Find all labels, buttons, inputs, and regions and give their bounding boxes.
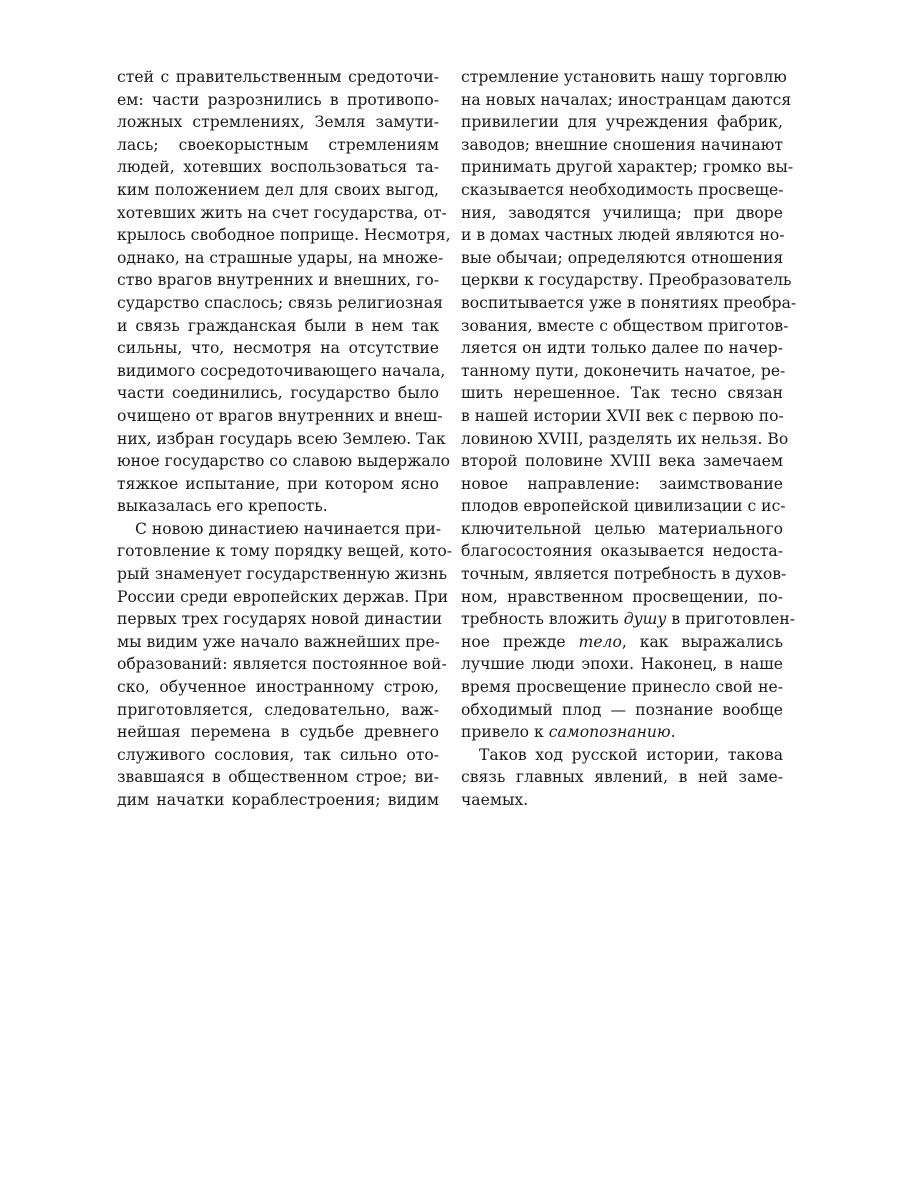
- text-segment: первых трех государях новой династии: [117, 610, 443, 629]
- text-line: [117, 450, 451, 473]
- emphasized-word: душу: [623, 610, 667, 629]
- text-line: [461, 586, 783, 609]
- text-line: [461, 156, 794, 179]
- text-line: [461, 721, 783, 744]
- text-segment: стремление установить нашу торговлю: [461, 68, 787, 86]
- text-line: [117, 315, 439, 338]
- text-segment: крылось свободное поприще. Несмотря,: [117, 226, 451, 245]
- text-segment: церкви к государству. Преобразователь: [461, 271, 792, 290]
- text-segment: и в домах частных людей являются но-: [461, 226, 785, 245]
- text-segment: мы видим уже начало важнейших пре-: [117, 632, 440, 651]
- text-segment: сказывается необходимость просвеще-: [461, 180, 784, 199]
- text-segment: них, избран государь всею Землею. Так: [117, 429, 446, 448]
- text-line: [117, 134, 439, 157]
- text-segment: дим начатки кораблестроения; видим: [117, 791, 439, 809]
- text-line: [117, 66, 439, 89]
- text-line: [461, 450, 783, 473]
- text-segment: образований: является постоянное вой-: [117, 655, 447, 674]
- text-line: [117, 202, 447, 225]
- text-line: [461, 405, 783, 428]
- text-segment: С новою династиею начинается при-: [135, 519, 442, 538]
- text-segment: сильны, что, несмотря на отсутствие: [117, 339, 439, 358]
- text-line: [117, 224, 451, 247]
- text-column-right: [461, 66, 797, 812]
- text-segment: России среди европейских держав. При: [117, 587, 449, 606]
- text-line: [117, 608, 443, 631]
- text-segment: ключительной целью материального: [461, 519, 783, 538]
- text-line: [117, 269, 439, 292]
- text-segment: готовление к тому порядку вещей, кото-: [117, 542, 452, 561]
- text-segment: и связь гражданская были в нем так: [117, 316, 439, 335]
- text-segment: ном, нравственном просвещении, по-: [461, 587, 783, 606]
- text-line: [461, 428, 789, 451]
- text-segment: плодов европейской цивилизации с ис-: [461, 497, 786, 516]
- text-line: [117, 428, 446, 451]
- text-segment: приготовляется, следовательно, важ-: [117, 700, 439, 719]
- text-line: [461, 518, 783, 541]
- text-line: [461, 315, 789, 338]
- text-segment: требность вложить: [461, 610, 624, 629]
- text-segment: ляется он идти только далее по начер-: [461, 339, 783, 358]
- text-line: [461, 631, 783, 654]
- text-line: [461, 744, 783, 767]
- text-segment: однако, на страшные удары, на множе-: [117, 248, 444, 267]
- text-line: [117, 586, 449, 609]
- text-line: [117, 360, 446, 383]
- text-segment: , как выражались: [621, 632, 783, 651]
- text-segment: обходимый плод — познание вообще: [461, 700, 783, 719]
- text-segment: воспитывается уже в понятиях преобра-: [461, 293, 797, 312]
- text-line: [117, 699, 439, 722]
- text-line: [461, 224, 783, 247]
- text-segment: привело к: [461, 723, 549, 742]
- text-line: [117, 744, 439, 767]
- text-segment: танному пути, доконечить начатое, ре-: [461, 361, 786, 380]
- text-line: [461, 360, 786, 383]
- text-line: [461, 653, 783, 676]
- text-line: [117, 473, 439, 496]
- text-segment: сударство спаслось; связь религиозная: [117, 293, 443, 312]
- text-segment: связь главных явлений, в ней заме-: [461, 768, 783, 787]
- text-segment: служивого сословия, так сильно ото-: [117, 745, 439, 764]
- text-line: [461, 337, 783, 360]
- text-segment: тяжкое испытание, при котором ясно: [117, 474, 439, 493]
- text-line: [117, 721, 439, 744]
- text-line: [117, 179, 439, 202]
- text-segment: выказалась его крепость.: [117, 497, 328, 516]
- text-line: [461, 789, 783, 812]
- text-line: [117, 292, 443, 315]
- text-line: [117, 156, 439, 179]
- text-line: [117, 653, 447, 676]
- text-segment: точным, является потребность в духов-: [461, 565, 787, 584]
- text-segment: ния, заводятся училища; при дворе: [461, 203, 783, 222]
- text-segment: части соединились, государство было: [117, 384, 439, 403]
- text-line: [461, 676, 783, 699]
- text-line: [461, 202, 783, 225]
- text-segment: новое направление: заимствование: [461, 474, 783, 493]
- text-segment: шить нерешенное. Так тесно связан: [461, 384, 783, 403]
- text-segment: чаемых.: [461, 791, 529, 809]
- text-line: [117, 111, 439, 134]
- text-segment: привилегии для учреждения фабрик,: [461, 113, 783, 132]
- text-segment: ско, обученное иностранному строю,: [117, 678, 439, 697]
- text-line: [461, 292, 797, 315]
- text-segment: юное государство со славою выдержало: [117, 452, 451, 471]
- text-segment: вые обычаи; определяются отношения: [461, 248, 784, 267]
- text-line: [461, 134, 783, 157]
- text-segment: очищено от врагов внутренних и внеш-: [117, 406, 443, 425]
- text-line: [117, 337, 439, 360]
- text-line: [117, 518, 442, 541]
- emphasized-word: самопознанию: [548, 723, 671, 742]
- text-line: [461, 247, 783, 270]
- text-segment: людей, хотевших воспользоваться та-: [117, 158, 439, 177]
- text-line: [461, 608, 796, 631]
- text-segment: зования, вместе с обществом приготов-: [461, 316, 789, 335]
- text-segment: Таков ход русской истории, такова: [479, 745, 783, 764]
- text-segment: ное прежде: [461, 632, 579, 651]
- text-segment: ким положением дел для своих выгод,: [117, 180, 439, 199]
- text-segment: .: [670, 723, 676, 742]
- text-line: [117, 766, 439, 789]
- text-line: [461, 66, 787, 89]
- text-segment: хотевших жить на счет государства, от-: [117, 203, 447, 222]
- text-line: [117, 540, 452, 563]
- text-line: [461, 699, 783, 722]
- text-segment: лась; своекорыстным стремлениям: [117, 135, 439, 154]
- text-line: [117, 382, 439, 405]
- text-segment: второй половине XVIII века замечаем: [461, 452, 783, 471]
- text-segment: в нашей истории XVII век с первою по-: [461, 406, 784, 425]
- emphasized-word: тело: [578, 632, 622, 651]
- text-segment: благосостояния оказывается недоста-: [461, 542, 783, 561]
- text-line: [461, 473, 783, 496]
- text-line: [461, 495, 786, 518]
- text-column-left: [117, 66, 452, 812]
- text-segment: ем: части разрознились в противопо-: [117, 90, 439, 109]
- text-segment: принимать другой характер; громко вы-: [461, 158, 794, 177]
- text-line: [117, 563, 448, 586]
- text-line: [461, 540, 783, 563]
- text-line: [117, 89, 439, 112]
- text-segment: ложных стремлениях, Земля замути-: [117, 113, 439, 132]
- text-line: [461, 179, 783, 202]
- text-segment: на новых началах; иностранцам даются: [461, 90, 792, 109]
- text-segment: звавшаяся в общественном строе; ви-: [117, 768, 439, 787]
- text-line: [117, 789, 439, 812]
- text-segment: заводов; внешние сношения начинают: [461, 135, 783, 154]
- text-segment: в приготовлен-: [666, 610, 796, 629]
- text-segment: ство врагов внутренних и внешних, го-: [117, 271, 439, 290]
- text-segment: стей с правительственным средоточи-: [117, 68, 439, 86]
- text-segment: время просвещение принесло свой не-: [461, 678, 783, 697]
- text-line: [117, 495, 439, 518]
- text-segment: рый знаменует государственную жизнь: [117, 565, 448, 584]
- text-line: [461, 89, 792, 112]
- text-line: [117, 676, 439, 699]
- text-line: [461, 766, 783, 789]
- text-line: [461, 269, 792, 292]
- text-line: [117, 405, 443, 428]
- text-line: [461, 563, 787, 586]
- text-segment: лучшие люди эпохи. Наконец, в наше: [461, 655, 783, 674]
- text-segment: нейшая перемена в судьбе древнего: [117, 723, 439, 742]
- text-segment: ловиною XVIII, разделять их нельзя. Во: [461, 429, 789, 448]
- text-line: [117, 631, 439, 654]
- text-line: [461, 111, 783, 134]
- text-segment: видимого сосредоточивающего начала,: [117, 361, 446, 380]
- text-line: [117, 247, 444, 270]
- text-line: [461, 382, 783, 405]
